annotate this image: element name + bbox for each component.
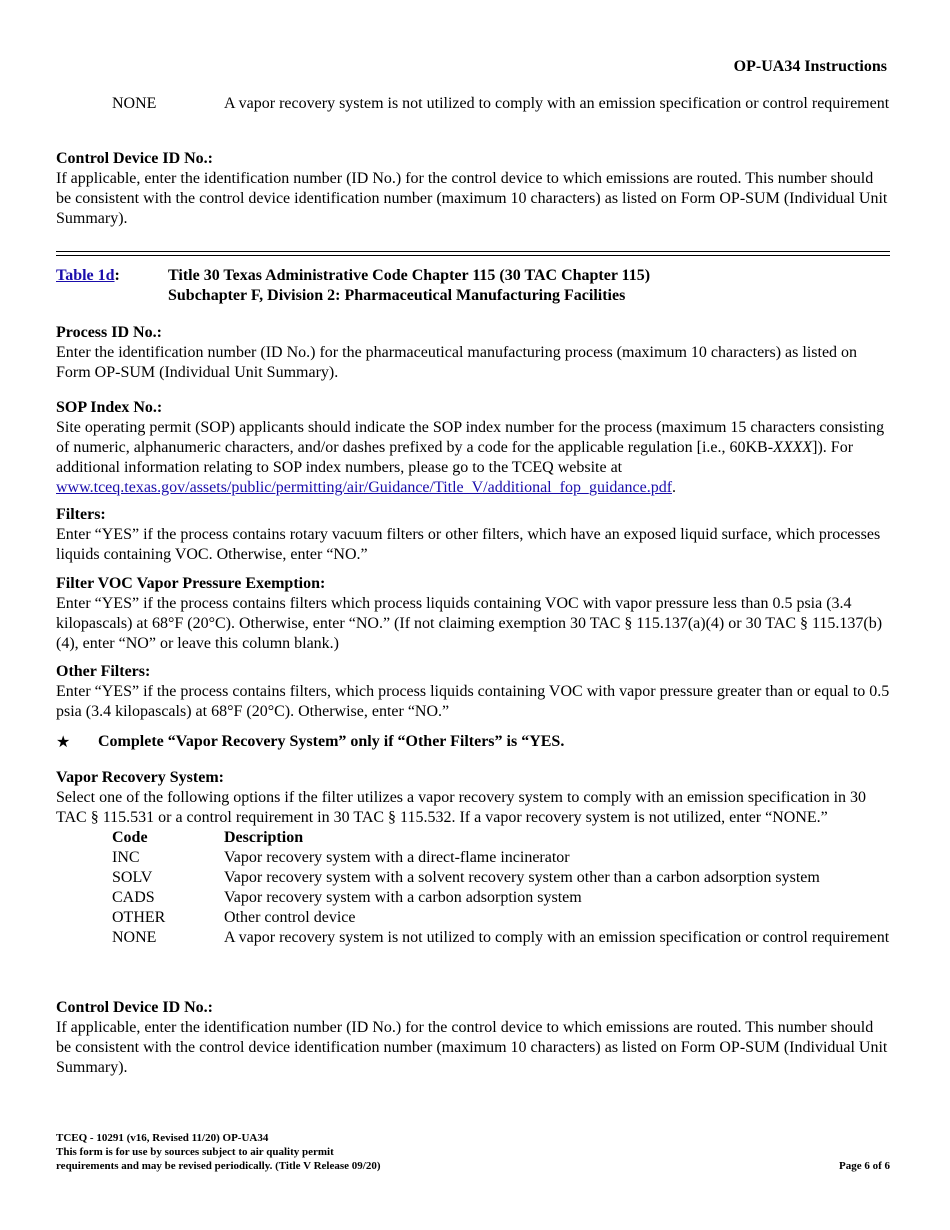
table-row <box>112 848 890 868</box>
field-label: Filters: <box>56 506 106 523</box>
table-row <box>112 928 890 948</box>
field-label: Control Device ID No.: <box>56 150 214 167</box>
column-header-description: Description <box>224 829 304 846</box>
field-label: Other Filters: <box>56 663 151 680</box>
table-row <box>112 868 890 888</box>
code-table-header <box>112 828 890 848</box>
footer-form-id: TCEQ - 10291 (v16, Revised 11/20) OP-UA34 <box>56 1132 269 1144</box>
control-device-section-1 <box>56 149 890 229</box>
vapor-recovery-note <box>56 732 890 752</box>
option-description: A vapor recovery system is not utilized to comply with an emission specification or control requirement <box>224 95 890 112</box>
footer-note-line-2: requirements and may be revised periodically. (Title V Release 09/20) <box>56 1160 381 1172</box>
field-label: Process ID No.: <box>56 324 162 341</box>
table-row <box>112 908 890 928</box>
field-label: Filter VOC Vapor Pressure Exemption: <box>56 575 326 592</box>
table-heading-line-1: Title 30 Texas Administrative Code Chapter 115 (30 TAC Chapter 115) <box>168 267 651 284</box>
filters-section <box>56 505 890 565</box>
control-device-section-2 <box>56 998 890 1078</box>
field-description: Enter “YES” if the process contains rotary vacuum filters or other filters, which have an exposed liquid surface, which processes liquids containing VOC. Otherwise, enter “NO.” <box>56 526 881 563</box>
field-description: Enter “YES” if the process contains filters which process liquids containing VOC with vapor pressure less than 0.5 psia (3.4 kilopascals) at 68°F (20°C). Otherwise, enter “NO.” (If not claiming exemption 30 TAC § 115.137(a)(4) or 30 TAC § 115.137(b)(4), enter “NO” or leave this column blank.) <box>56 595 883 652</box>
table-1d-link[interactable]: Table 1d <box>56 267 115 284</box>
table-row <box>112 888 890 908</box>
field-description: Enter “YES” if the process contains filters, which process liquids containing VOC with vapor pressure greater than or equal to 0.5 psia (3.4 kilopascals) at 68°F (20°C). Otherwise, enter “NO.” <box>56 683 890 720</box>
page-footer <box>56 1131 890 1173</box>
page-number: Page 6 of 6 <box>838 1160 890 1172</box>
note-text: Complete “Vapor Recovery System” only if “Other Filters” is “YES. <box>98 733 565 750</box>
row-code: NONE <box>112 929 157 946</box>
field-label: Control Device ID No.: <box>56 999 214 1016</box>
process-id-section <box>56 323 890 383</box>
table-heading <box>56 266 890 306</box>
other-filters-section <box>56 662 890 722</box>
section-divider <box>56 251 890 256</box>
row-code: SOLV <box>112 869 153 886</box>
row-description: Vapor recovery system with a solvent recovery system other than a carbon adsorption system <box>224 869 820 886</box>
footer-note-line-1: This form is for use by sources subject to air quality permit <box>56 1146 334 1158</box>
column-header-code: Code <box>112 829 148 846</box>
filter-voc-section <box>56 574 890 654</box>
code-table <box>112 828 890 948</box>
row-code: CADS <box>112 889 155 906</box>
row-description: Vapor recovery system with a direct-flame incinerator <box>224 849 570 866</box>
field-description: Site operating permit (SOP) applicants should indicate the SOP index number for the process (maximum 15 characters consisting of numeric, alphanumeric characters, and/or dashes prefixed by a code for the applicable regulation [i.e., 60KB-XXXX]). For additional information relating to SOP index numbers, please go to the TCEQ website at www.tceq.texas.gov/assets/public/permitting/air/Guidance/Title_V/additional_fop_guidance.pdf. <box>56 419 885 496</box>
table-link-colon: : <box>114 267 120 284</box>
option-code: NONE <box>112 95 157 112</box>
field-description: Select one of the following options if the filter utilizes a vapor recovery system to comply with an emission specification in 30 TAC § 115.531 or a control requirement in 30 TAC § 115.532. If a vapor recovery system is not utilized, enter “NONE.” <box>56 789 867 826</box>
sop-index-section <box>56 398 890 498</box>
row-description: Vapor recovery system with a carbon adsorption system <box>224 889 582 906</box>
row-description: A vapor recovery system is not utilized to comply with an emission specification or control requirement <box>224 929 890 946</box>
field-description: If applicable, enter the identification number (ID No.) for the control device to which emissions are routed. This number should be consistent with the control device identification number (maximum 10 characters) as listed on Form OP-SUM (Individual Unit Summary). <box>56 1019 888 1076</box>
star-icon: ★ <box>56 732 71 751</box>
top-option-row <box>56 94 890 114</box>
row-code: OTHER <box>112 909 166 926</box>
tceq-guidance-link[interactable]: www.tceq.texas.gov/assets/public/permitting/air/Guidance/Title_V/additional_fop_guidance.pdf <box>56 479 673 496</box>
field-label: Vapor Recovery System: <box>56 769 224 786</box>
row-code: INC <box>112 849 140 866</box>
document-header-title: OP-UA34 Instructions <box>733 58 887 75</box>
row-description: Other control device <box>224 909 356 926</box>
vapor-recovery-section <box>56 768 890 948</box>
field-description: Enter the identification number (ID No.) for the pharmaceutical manufacturing process (maximum 10 characters) as listed on Form OP-SUM (Individual Unit Summary). <box>56 344 858 381</box>
field-label: SOP Index No.: <box>56 399 163 416</box>
table-heading-line-2: Subchapter F, Division 2: Pharmaceutical Manufacturing Facilities <box>168 287 626 304</box>
field-description: If applicable, enter the identification number (ID No.) for the control device to which emissions are routed. This number should be consistent with the control device identification number (maximum 10 characters) as listed on Form OP-SUM (Individual Unit Summary). <box>56 170 888 227</box>
